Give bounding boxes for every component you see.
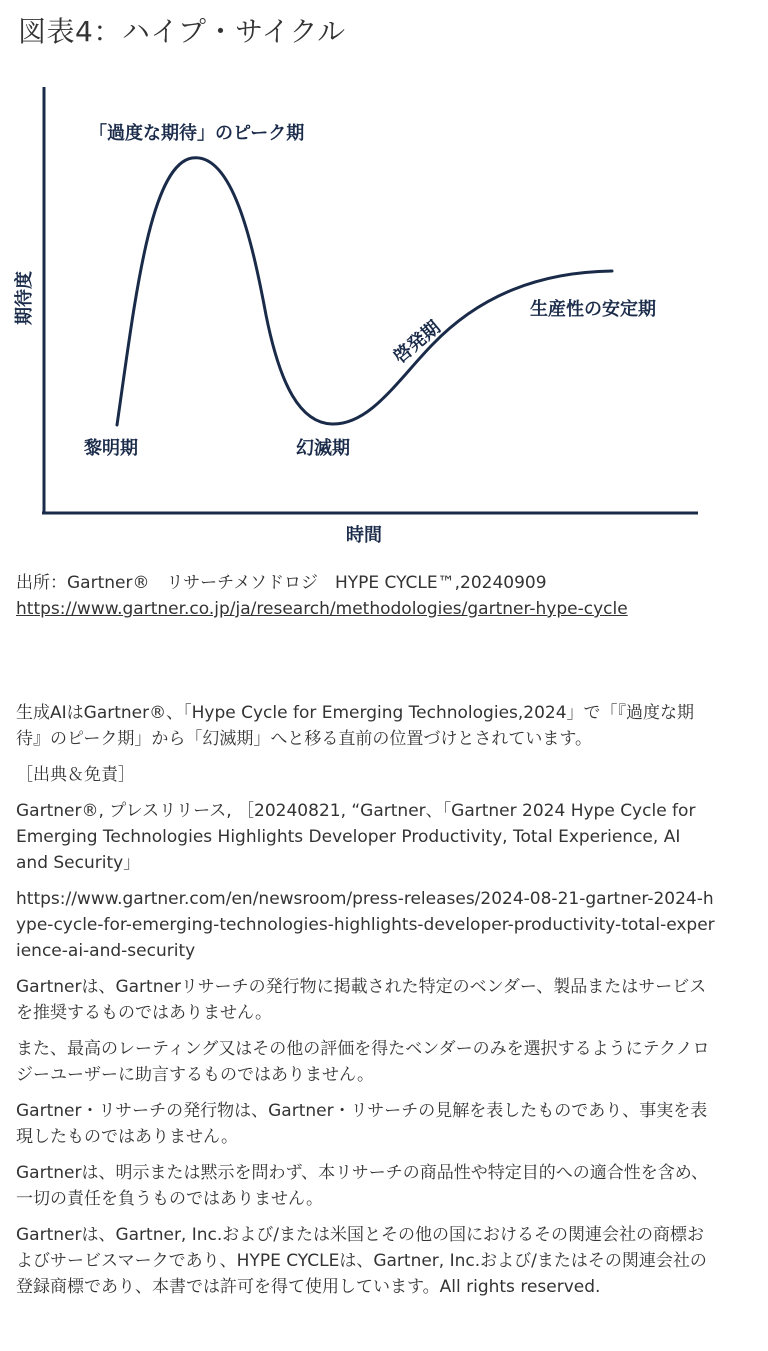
phase-label-peak: 「過度な期待」のピーク期 — [89, 123, 305, 144]
body-text — [16, 700, 716, 1310]
source-block — [16, 570, 756, 622]
disclaimer-paragraph-4: Gartnerは、明示または黙示を問わず、本リサーチの商品性や特定目的への適合性を含め、一切の責任を負うものではありません。 — [16, 1163, 709, 1209]
hype-cycle-diagram — [0, 70, 768, 570]
x-axis-label: 時間 — [346, 525, 382, 546]
phase-label-plateau: 生産性の安定期 — [530, 299, 656, 320]
disclaimer-paragraph-2: また、最高のレーティング又はその他の評価を得たベンダーのみを選択するようにテクノロジーユーザーに助言するものではありません。 — [16, 1039, 710, 1085]
hype-curve — [117, 158, 612, 425]
source-line: 出所：Gartner® リサーチメソドロジ HYPE CYCLE™,20240909 — [16, 573, 547, 593]
phase-label-trigger: 黎明期 — [84, 438, 138, 459]
disclaimer-paragraph-1: Gartnerは、Gartnerリサーチの発行物に掲載された特定のベンダー、製品またはサービスを推奨するものではありません。 — [16, 977, 707, 1023]
disclaimer-paragraph-3: Gartner・リサーチの発行物は、Gartner・リサーチの見解を表したものであり、事実を表現したものではありません。 — [16, 1101, 708, 1147]
press-release-paragraph: Gartner®, プレスリリース, ［20240821, “Gartner、「Gartner 2024 Hype Cycle for Emerging Technologies Highlights Developer Productivity, Total Experience, AI and Security」 — [16, 801, 696, 873]
page-title: 図表4：ハイプ・サイクル — [18, 15, 346, 48]
press-release-url: https://www.gartner.com/en/newsroom/press-releases/2024-08-21-gartner-2024-hype-cycle-for-emerging-technologies-highlights-developer-productivity-total-experience-ai-and-security — [16, 889, 715, 961]
phase-label-slope: 啓発期 — [389, 317, 445, 368]
disclaimer-heading: ［出典＆免責］ — [16, 765, 135, 785]
intro-paragraph: 生成AIはGartner®、「Hype Cycle for Emerging Technologies,2024」で「『過度な期待』のピーク期」から「幻滅期」へと移る直前の位置づけとされています。 — [16, 703, 695, 749]
disclaimer-paragraph-5: Gartnerは、Gartner, Inc.および/または米国とその他の国におけるその関連会社の商標およびサービスマークであり、HYPE CYCLEは、Gartner, Inc.および/またはその関連会社の登録商標であり、本書では許可を得て使用しています。All rights reserved. — [16, 1225, 707, 1297]
y-axis-label: 期待度 — [14, 271, 35, 325]
source-url-link[interactable]: https://www.gartner.co.jp/ja/research/methodologies/gartner-hype-cycle — [16, 599, 628, 619]
phase-label-trough: 幻滅期 — [296, 438, 350, 459]
